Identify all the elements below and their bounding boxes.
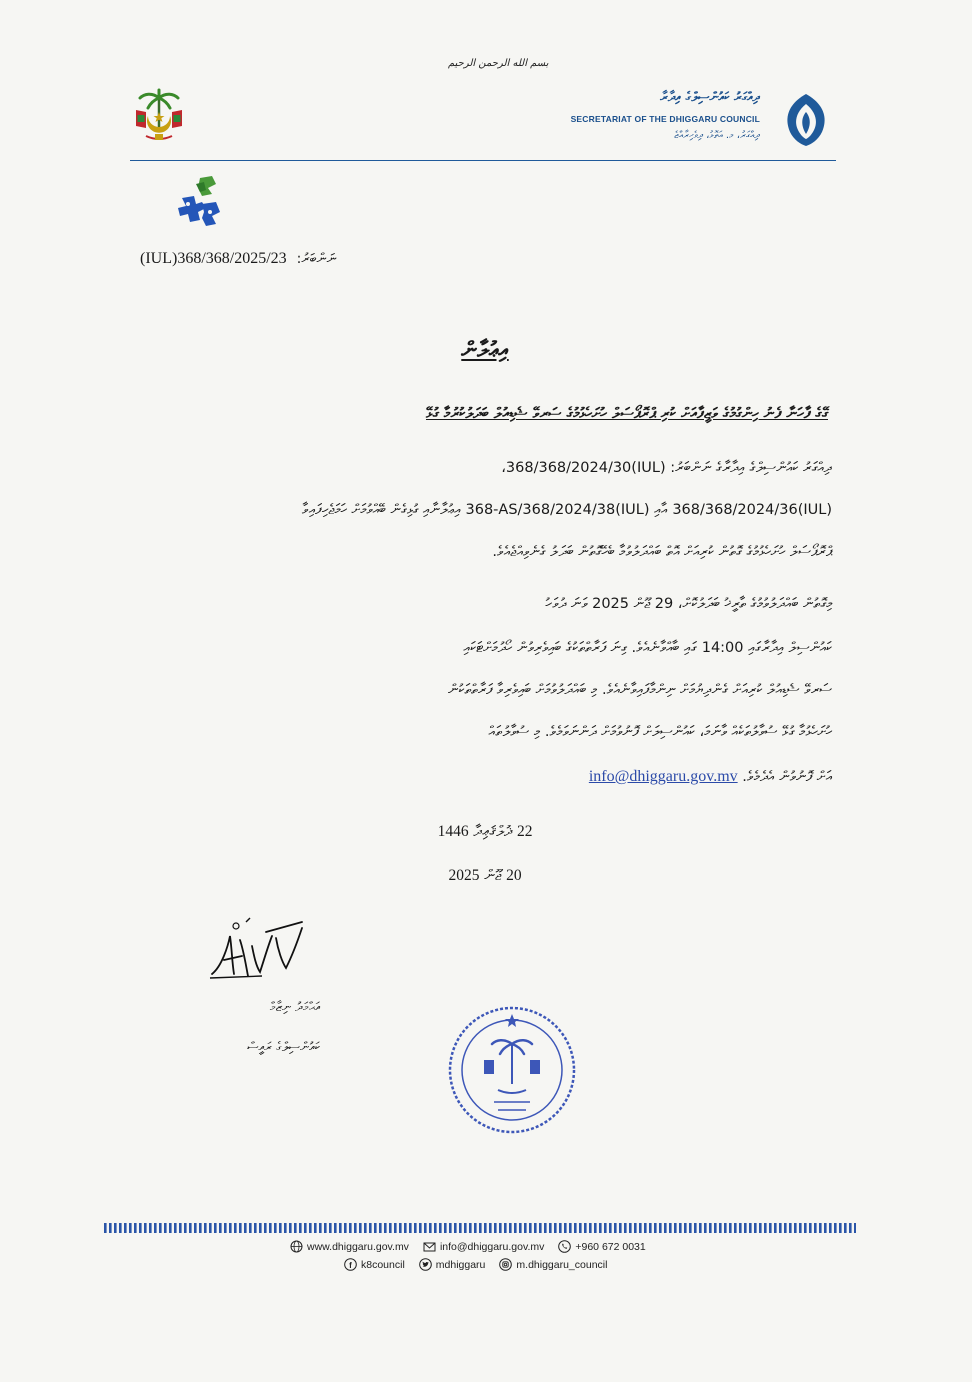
reference-block: [140, 250, 620, 268]
signatory-name: އަޙްމަދު ނިޒާމް: [269, 1000, 320, 1015]
date-hijri: [400, 822, 570, 841]
body-line: ދިއްގަރު ކައުންސިލްގެ އިދާރާގެ ނަންބަރު: (IUL)368/368/2024/30،: [501, 460, 832, 476]
body-line: ސަރވޭ ޝެޑިއުލް ކުރިއަށް ގެންދިޔުމަށް ނިންމާފައިވާނެއެވެ. މި ބައްދަލުވުމަށް ބައިވެރިވާ ފަރާތްތަކުން: [448, 682, 832, 698]
body-line: ހުށަހެޅުމާ ގުޅޭ ސުވާލުތަކެއް ވާނަމަ، ކައުންސިލަށް ފޮނުވުމަށް ދަންނަވަމެވެ. މި ސުވާލުތައް: [488, 724, 832, 740]
document-title: އިޢުލާން: [461, 338, 509, 363]
greg-year: 2025: [448, 867, 480, 884]
footer-instagram[interactable]: [499, 1258, 607, 1271]
footer-decorative-bar: [104, 1218, 856, 1228]
program-logo: [172, 172, 230, 230]
body-line-text: އަށް ފޮނުވުން އެދެމެވެ.: [742, 769, 832, 785]
footer-facebook[interactable]: [344, 1258, 405, 1271]
footer-twitter-text: mdhiggaru: [435, 1258, 486, 1271]
instagram-icon: [499, 1258, 512, 1271]
body-line-email: [132, 768, 832, 786]
greg-day: 20: [506, 867, 522, 884]
footer-facebook-text: k8council: [361, 1258, 405, 1271]
council-address-dhivehi: ދިއްގަރު، މ. އަތޮޅު، ދިވެހިރާއްޖެ: [674, 130, 760, 141]
body-line: (IUL)368/368/2024/36 އާއި (IUL)368-AS/368/2024/38 އިޢުލާނާއި ގުޅިގެން ބޭއްވުމަށް ހަމަޖެހިފައިވާ: [301, 502, 832, 518]
footer-website[interactable]: [290, 1240, 409, 1253]
greg-month: ޖޫން: [484, 866, 502, 884]
footer-twitter[interactable]: [419, 1258, 486, 1271]
national-emblem: [128, 90, 190, 150]
official-stamp: [446, 1004, 578, 1136]
council-name-english: SECRETARIAT OF THE DHIGGARU COUNCIL: [570, 114, 760, 124]
handwritten-signature: [202, 916, 312, 986]
reference-label: ނަންބަރު:: [296, 251, 337, 267]
footer-website-text: www.dhiggaru.gov.mv: [307, 1240, 409, 1253]
footer-email[interactable]: [423, 1240, 544, 1253]
council-name-dhivehi: ދިއްގަރު ކައުންސިލްގެ އިދާރާ: [660, 90, 760, 105]
twitter-icon: [419, 1258, 432, 1271]
council-logo: [778, 90, 834, 148]
body-line: މިގޮތުން ބައްދަލުވުމުގެ ތާރީޚު ބަދަލުކޮށް، 29 ޖޫން 2025 ވަނަ ދުވަހު: [545, 596, 832, 612]
footer-phone[interactable]: [558, 1240, 645, 1253]
hijri-year: 1446: [437, 823, 469, 840]
footer-phone-text: +960 672 0031: [575, 1240, 646, 1253]
header-divider: [130, 160, 836, 161]
body-line: ކައުންސިލް އިދާރާގައި 14:00 ގައި ބާއްވާނެއެވެ. ގިނަ ފަރާތްތަކުގެ ބައިވެރިވުން ހޯދުމަށްޓަކައި: [463, 640, 832, 656]
footer-social: [344, 1258, 684, 1271]
envelope-icon: [423, 1240, 436, 1253]
phone-icon: [558, 1240, 571, 1253]
facebook-icon: [344, 1258, 357, 1271]
body-line: ޕްރޮޕޯސަލް ހުށަހެޅުމުގެ ގޮތުން ކުރިއަށް އޮތް ބައްދަލުވުމާ ބެހޭގޮތުން ބަދަލު ގެނެވިއްޖެއެވެ.: [492, 544, 832, 560]
document-subject: ގޭގެ ފާހަނާ ފެނު ހިންގުމުގެ ވަޒީފާއަށް ކުރި ޕްރޮޕޯސަލް ހުށަހެޅުމުގެ ސަރވޭ ޝެޑިއުލް ބަދަލުކުރުމާ ގުޅޭ: [425, 404, 828, 422]
globe-icon: [290, 1240, 303, 1253]
bismillah-calligraphy: بسم الله الرحمن الرحيم: [448, 58, 549, 69]
date-gregorian: [400, 866, 570, 885]
footer-contacts: [290, 1240, 690, 1253]
footer-instagram-text: m.dhiggaru_council: [516, 1258, 608, 1271]
hijri-month: ޛުލްޤަޢިދާ: [473, 822, 513, 840]
email-link[interactable]: info@dhiggaru.gov.mv: [588, 768, 738, 785]
hijri-day: 22: [516, 823, 533, 840]
signatory-title: ކައުންސިލްގެ ރައީސް: [247, 1040, 320, 1055]
footer-email-text: info@dhiggaru.gov.mv: [439, 1240, 545, 1253]
reference-number: (IUL)368/368/2025/23: [140, 250, 287, 267]
svg-text:f: f: [349, 1260, 352, 1270]
